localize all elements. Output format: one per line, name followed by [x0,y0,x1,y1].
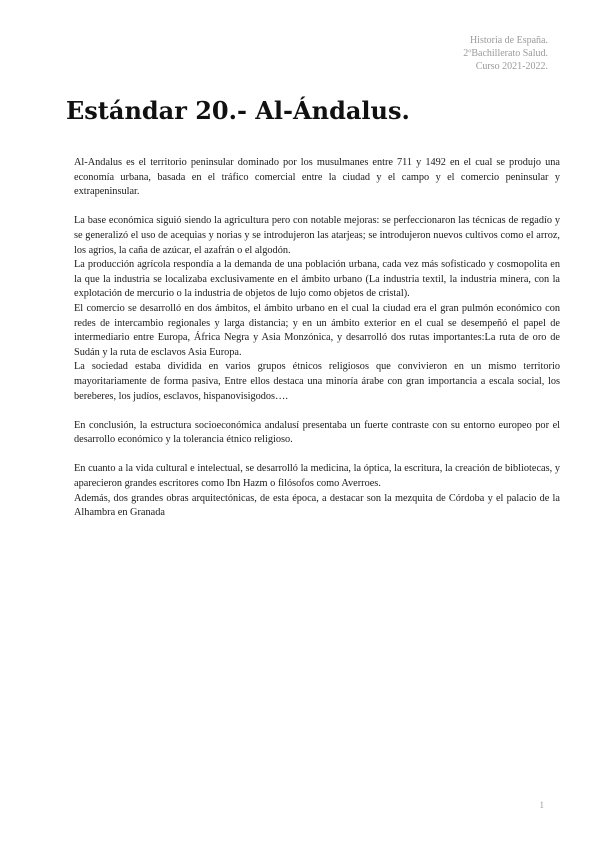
page-number: 1 [539,800,544,810]
paragraph-conclusion: En conclusión, la estructura socioeconómica andalusí presentaba un fuerte contraste con su entorno europeo por el desarrollo económico y la tolerancia étnico religioso. [74,419,560,446]
paragraph-culture: En cuanto a la vida cultural e intelectual, se desarrolló la medicina, la óptica, la escritura, la creación de bibliotecas, y aparecieron grandes escritores como Ibn Hazm o filósofos como Averroes. [74,463,560,490]
paragraph-architecture: Además, dos grandes obras arquitectónicas, de esta época, a destacar son la mezquita de Córdoba y el palacio de la Alhambra en Granada [74,492,560,519]
page-title: Estándar 20.- Al-Ándalus. [66,96,410,125]
paragraph-gap [74,404,560,419]
paragraph-industry: La producción agrícola respondía a la demanda de una población urbana, cada vez más sofisticado y cosmopolita en la que la industria se localizaba exclusivamente en el ámbito urbano (La industria textil, la industria minera, con la explotación de mercurio o la industria de objetos de lujo como objetos de cristal). [74,259,560,300]
header-subject: Historia de España. [469,35,548,46]
paragraph-commerce: El comercio se desarrolló en dos ámbitos, el ámbito urbano en el cual la ciudad era el gran pulmón económico con redes de intercambio regionales y larga distancia; y en un ámbito exterior en el cual se desempeñó el papel de intermediario entre Europa, África Negra y Asia Monzónica, y desarrolló dos rutas importantes:La ruta de oro de Sudán y la ruta de esclavos Asia Europa. [74,302,560,358]
document-body [74,156,560,521]
paragraph-gap [74,200,560,215]
paragraph-agriculture: La base económica siguió siendo la agricultura pero con notable mejoras: se perfeccionaron las técnicas de regadío y se generalizó el uso de acequias y norias y se introdujeron las atarjeas; se introdujeron nuevos cultivos como el arroz, los agrios, la caña de azúcar, el azafrán o el algodón. [74,215,560,256]
page-header [463,34,548,73]
paragraph-gap [74,448,560,463]
header-year: Curso 2021-2022. [475,61,548,72]
paragraph-intro: Al-Andalus es el territorio peninsular dominado por los musulmanes entre 711 y 1492 en el cual se produjo una economía urbana, basada en el tráfico comercial entre la ciudad y el campo y el comercio peninsular y extrapeninsular. [74,157,560,198]
paragraph-society: La sociedad estaba dividida en varios grupos étnicos religiosos que convivieron en un mismo territorio mayoritariamente de forma pasiva, Entre ellos destaca una minoría árabe con gran importancia a escala social, los bereberes, los judíos, esclavos, hispanovisigodos…. [74,361,560,402]
header-course: 2ºBachillerato Salud. [463,48,548,59]
